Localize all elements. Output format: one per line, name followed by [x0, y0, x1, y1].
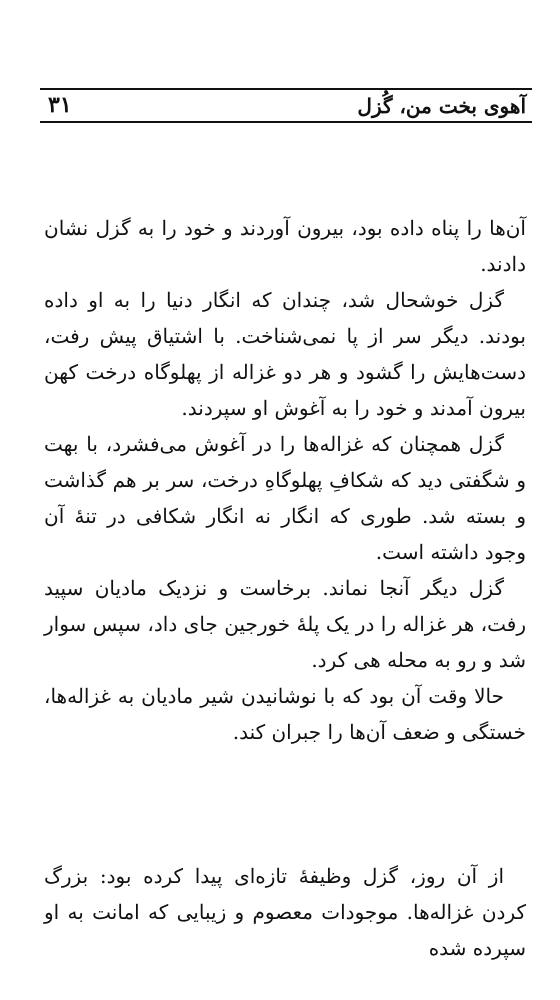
- paragraph: گزل دیگر آنجا نماند. برخاست و نزدیک مادیان سپید رفت، هر غزاله را در یک پلهٔ خورجین جای داد، سپس سوار شد و رو به محله هی کرد.: [44, 576, 526, 672]
- header-bottom-rule: [40, 121, 532, 123]
- section-text-block: [44, 858, 526, 966]
- paragraph-continued: آن‌ها را پناه داده بود، بیرون آوردند و خود را به گزل نشان دادند.: [44, 216, 526, 276]
- paragraph: گزل همچنان که غزاله‌ها را در آغوش می‌فشرد، با بهت و شگفتی دید که شکافِ پهلوگاهِ درخت، سر بر هم گذاشت و بسته شد. طوری که انگار نه انگار شکافی در تنهٔ آن وجود داشته است.: [44, 432, 526, 564]
- main-text-block: [44, 210, 526, 750]
- page-number: ۳۱: [48, 92, 72, 118]
- paragraph: حالا وقت آن بود که با نوشانیدن شیر مادیان به غزاله‌ها، خستگی و ضعف آن‌ها را جبران کند.: [44, 684, 526, 744]
- running-title: آهوی بخت من، گُزل: [357, 94, 526, 118]
- paragraph: گزل خوشحال شد، چندان که انگار دنیا را به او داده بودند. دیگر سر از پا نمی‌شناخت. با اشتیاق پیش رفت، دست‌هایش را گشود و هر دو غزاله از پهلوگاه درخت کهن بیرون آمدند و خود را به آغوش او سپردند.: [44, 288, 526, 420]
- running-header: [40, 88, 532, 120]
- paragraph: از آن روز، گزل وظیفهٔ تازه‌ای پیدا کرده بود: بزرگ کردن غزاله‌ها. موجودات معصوم و زیبایی که امانت به او سپرده شده: [44, 864, 526, 960]
